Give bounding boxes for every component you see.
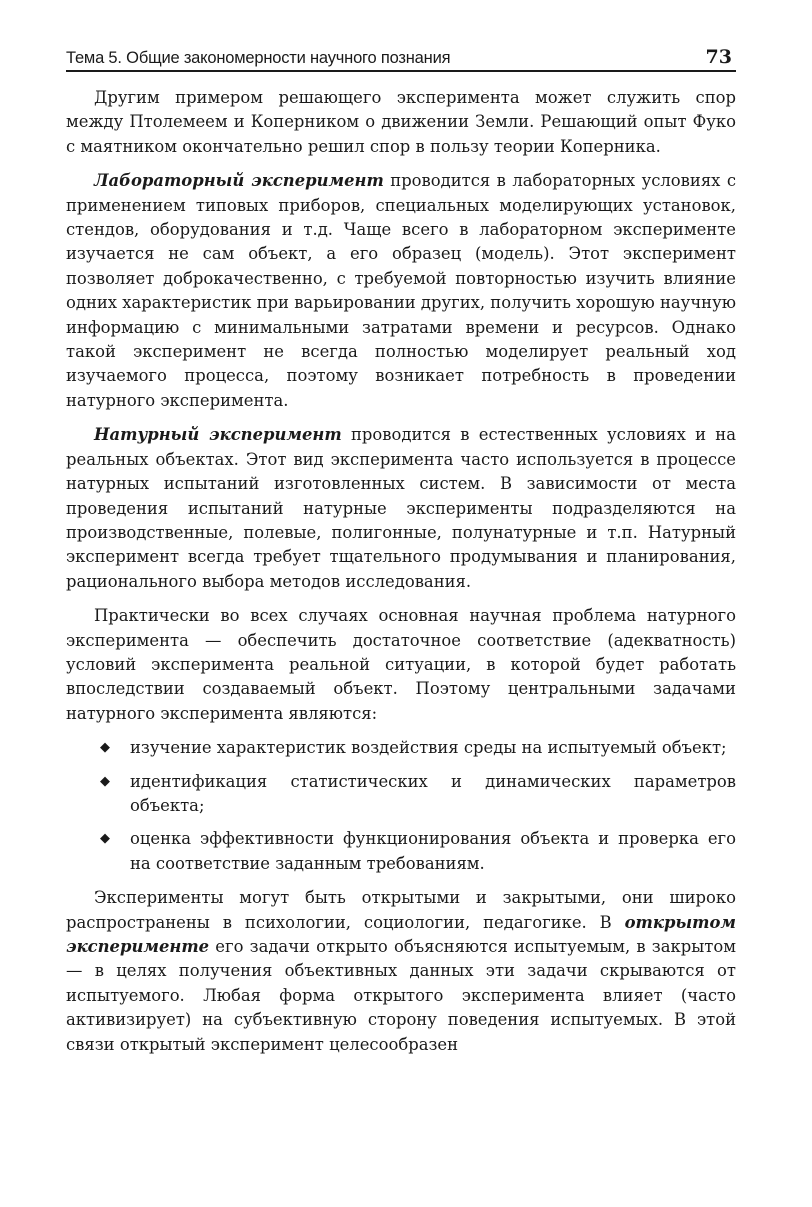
diamond-bullet-icon: ◆ [100,773,110,789]
paragraph-field-experiment [66,423,736,594]
body-text [66,86,736,1057]
term-laboratory-experiment: Лабораторный эксперимент [94,171,384,191]
diamond-bullet-icon: ◆ [100,831,110,847]
list-item-text: идентификация статистических и динамических параметров объекта; [130,771,736,815]
paragraph-open-closed-text: его задачи открыто объясняются испытуемым, в закрытом — в целях получения объективных данных эти задачи скрываются от испытуемого. Любая форма открытого эксперимента влияет (часто активизирует) на субъективную сторону поведения испытуемых. В этой связи открытый эксперимент целесообразен [66,937,736,1054]
list-item-text: оценка эффективности функционирования объекта и проверка его на соответствие заданным требованиям. [130,829,736,873]
tasks-list [66,736,736,876]
diamond-bullet-icon: ◆ [100,740,110,756]
paragraph-field-tasks-intro: Практически во всех случаях основная научная проблема натурного эксперимента — обеспечить достаточное соответствие (адекватность) условий эксперимента реальной ситуации, в которой будет работать впоследствии создаваемый объект. Поэтому центральными задачами натурного эксперимента являются: [66,606,736,723]
list-item [66,827,736,876]
running-head [66,40,736,72]
book-page [66,40,736,1067]
paragraph-field-text: проводится в естественных условиях и на реальных объектах. Этот вид эксперимента часто используется в процессе натурных испытаний изготовленных систем. В зависимости от места проведения испытаний натурные эксперименты подразделяются на производственные, полевые, полигонные, полунатурные и т.п. Натурный эксперимент всегда требует тщательного продумывания и планирования, рационального выбора методов исследования. [66,425,736,591]
paragraph-laboratory-experiment [66,169,736,413]
list-item-text: изучение характеристик воздействия среды на испытуемый объект; [130,738,727,758]
list-item [66,736,736,760]
term-field-experiment: Натурный эксперимент [94,425,342,445]
paragraph-open-closed-experiment [66,886,736,1057]
paragraph-laboratory-text: проводится в лабораторных условиях с применением типовых приборов, специальных моделирующих установок, стендов, оборудования и т.д. Чаще всего в лабораторном эксперименте изучается не сам объект, а его образец (модель). Этот эксперимент позволяет доброкачественно, с требуемой повторностью изучить влияние одних характеристик при варьировании других, получить хорошую научную информацию с минимальными затратами времени и ресурсов. Однако такой эксперимент не всегда полностью моделирует реальный ход изучаемого процесса, поэтому возникает потребность в проведении натурного эксперимента. [66,171,737,410]
page-number: 73 [705,46,732,68]
term-open-experiment: открытом эксперименте [66,912,736,956]
list-item [66,770,736,819]
paragraph-open-closed-start: Эксперименты могут быть открытыми и закрытыми, они широко распространены в психологии, социологии, педагогике. В [66,888,736,932]
running-title: Тема 5. Общие закономерности научного познания [66,49,451,67]
paragraph-decisive-experiment: Другим примером решающего эксперимента может служить спор между Птолемеем и Коперником о движении Земли. Решающий опыт Фуко с маятником окончательно решил спор в пользу теории Коперника. [66,88,736,156]
